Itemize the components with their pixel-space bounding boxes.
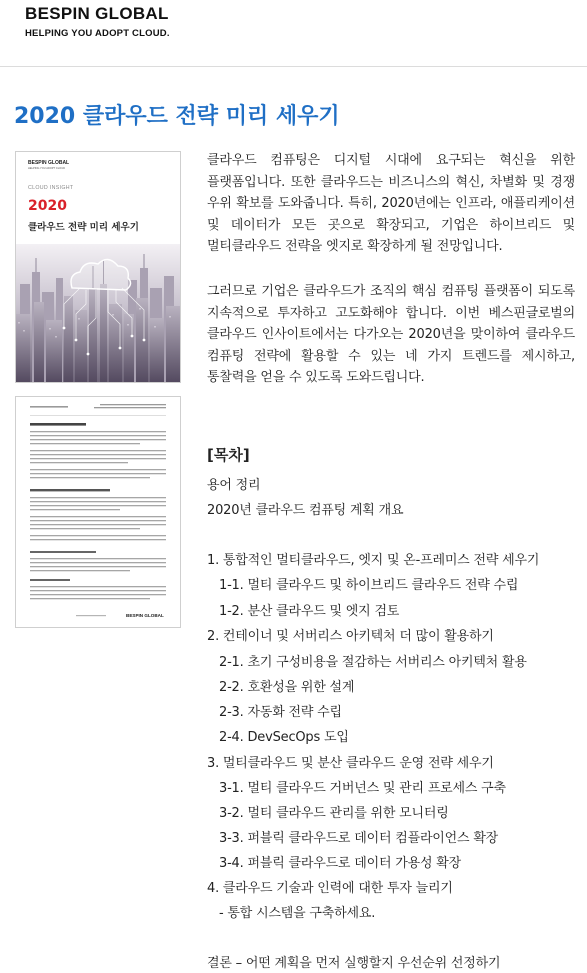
toc-item: 결론 – 어떤 계획을 먼저 실행할지 우선순위 선정하기 [207,956,501,971]
toc-item: 4. 클라우드 기술과 인력에 대한 투자 늘리기 [207,881,453,896]
report-inner-page-image[interactable] [15,396,181,628]
toc-item: 용어 정리 [207,478,261,493]
brand-tagline: HELPING YOU ADOPT CLOUD. [25,28,170,39]
toc-item: 3. 멀티클라우드 및 분산 클라우드 운영 전략 세우기 [207,756,494,771]
toc-subitem: 3-2. 멀티 클라우드 관리를 위한 모니터링 [219,806,449,821]
cover-series-label: CLOUD INSIGHT [28,185,74,191]
toc-subitem: 2-4. DevSecOps 도입 [219,730,349,745]
toc-item: 2020년 클라우드 컴퓨팅 계획 개요 [207,503,404,518]
cover-logo-tagline: HELPING YOU ADOPT CLOUD [28,167,65,170]
toc-subitem: - 통합 시스템을 구축하세요. [219,906,376,921]
toc-item: 1. 통합적인 멀티클라우드, 엣지 및 온-프레미스 전략 세우기 [207,553,540,568]
cover-logo: BESPIN GLOBAL [28,160,70,166]
inner-page-text-illustration [16,397,180,627]
brand-logo[interactable]: BESPIN GLOBAL [25,4,169,23]
toc-heading: [목차] [207,446,250,464]
cover-title: 클라우드 전략 미리 세우기 [28,222,139,233]
cover-year: 2020 [28,198,67,214]
toc-item: 2. 컨테이너 및 서버리스 아키텍처 더 많이 활용하기 [207,629,494,644]
intro-paragraph-1: 클라우드 컴퓨팅은 디지털 시대에 요구되는 혁신을 위한 플랫폼입니다. 또한 클라우드는 비즈니스의 혁신, 차별화 및 경쟁 우위 확보를 도와줍니다. 특히, 2020년에는 인프라, 애플리케이션 및 데이터가 모든 곳으로 확장되고, 기업은 하이브리드 및 멀티클라우드 전략을 엣지로 확장하게 될 전망입니다. [207,153,575,254]
toc-subitem: 1-1. 멀티 클라우드 및 하이브리드 클라우드 전략 수립 [219,578,519,593]
toc-subitem: 1-2. 분산 클라우드 및 엣지 검토 [219,604,400,619]
report-cover-image[interactable] [15,151,181,383]
toc-subitem: 3-1. 멀티 클라우드 거버넌스 및 관리 프로세스 구축 [219,781,506,796]
toc-subitem: 3-3. 퍼블릭 클라우드로 데이터 컴플라이언스 확장 [219,831,499,846]
toc-subitem: 2-2. 호환성을 위한 설계 [219,680,355,695]
inner-page-footer-brand: BESPIN GLOBAL [126,613,164,618]
intro-paragraph-2: 그러므로 기업은 클라우드가 조직의 핵심 컴퓨팅 플랫폼이 되도록 지속적으로 투자하고 고도화해야 합니다. 이번 베스핀글로벌의 클라우드 인사이트에서는 다가오는 2020년을 맞이하여 클라우드 컴퓨팅 전략에 활용할 수 있는 네 가지 트렌드를 제시하고, 통찰력을 얻을 수 있도록 도와드립니다. [207,284,575,385]
page-title: 2020 클라우드 전략 미리 세우기 [14,104,340,129]
site-header [0,0,587,67]
toc-subitem: 2-1. 초기 구성비용을 절감하는 서버리스 아키텍처 활용 [219,655,527,670]
toc-subitem: 2-3. 자동화 전략 수립 [219,705,342,720]
cover-city-cloud-illustration [16,244,180,382]
toc-subitem: 3-4. 퍼블릭 클라우드로 데이터 가용성 확장 [219,856,461,871]
